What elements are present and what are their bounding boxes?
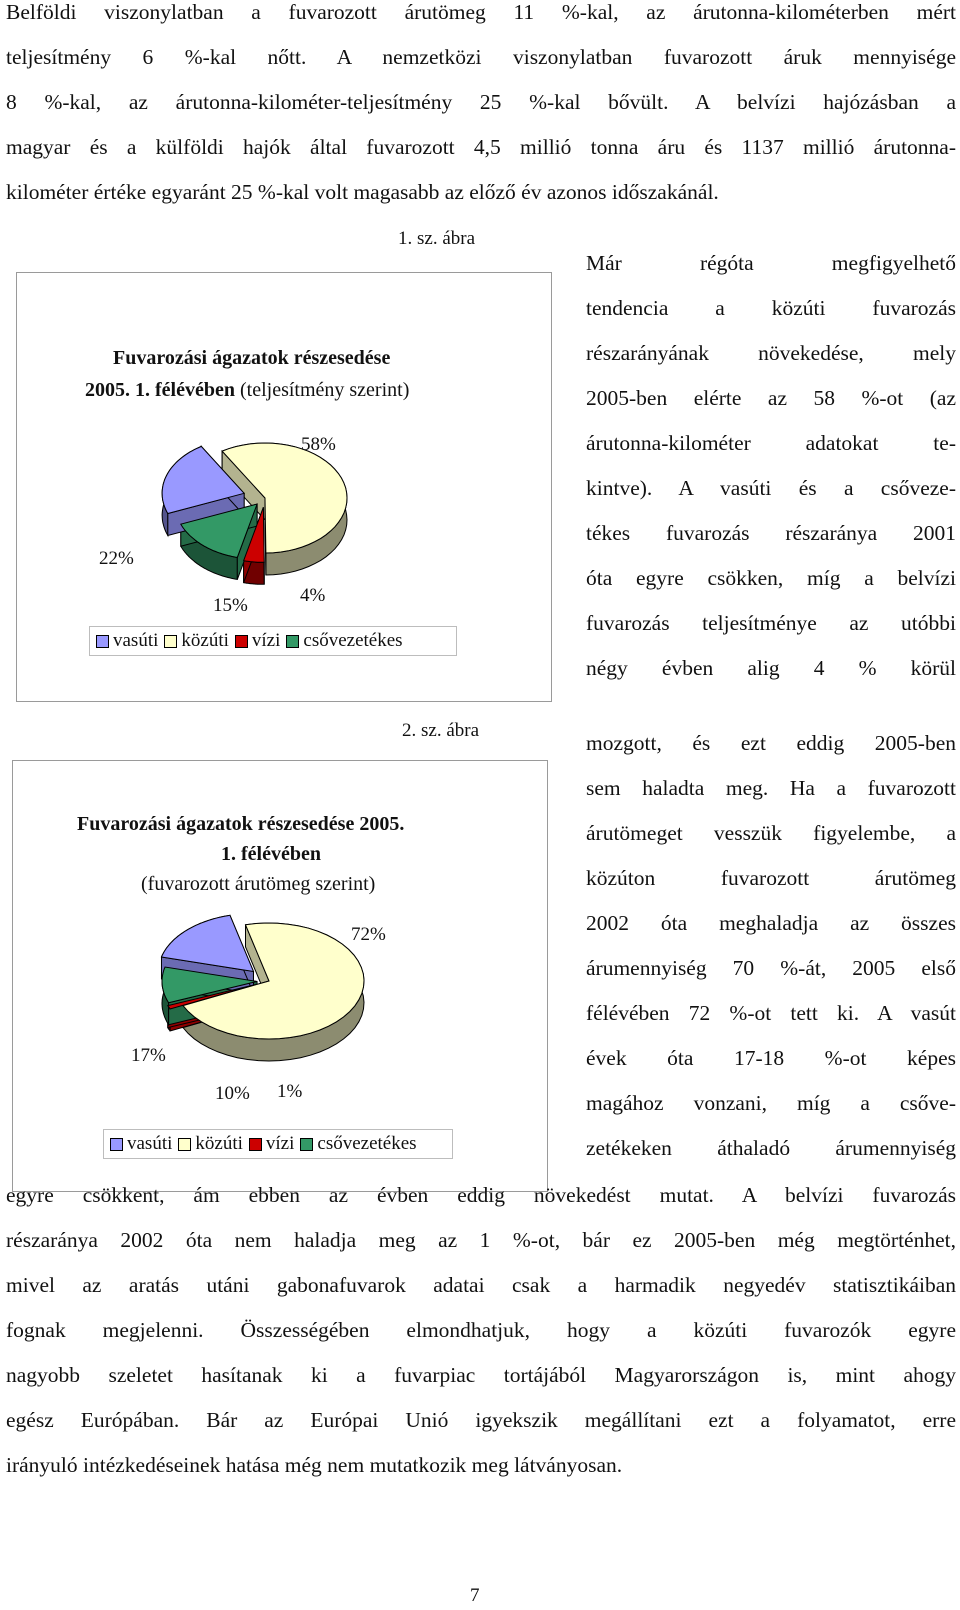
side-text-line: közúton fuvarozott árutömeg xyxy=(586,866,956,890)
chart-1 xyxy=(16,272,552,702)
text-line: irányuló intézkedéseinek hatása még nem mutatkozik meg látványosan. xyxy=(6,1453,623,1477)
side-text-line: részarányának növekedése, mely xyxy=(586,341,956,365)
pie-chart-2 xyxy=(13,761,547,1191)
data-label-water: 4% xyxy=(300,585,326,606)
figure-caption: 1. sz. ábra xyxy=(398,228,476,249)
legend-swatch-water xyxy=(235,635,248,648)
side-text-line: Már régóta megfigyelhető xyxy=(586,251,956,275)
data-label-road: 58% xyxy=(301,434,336,455)
legend-item-water: vízi xyxy=(235,630,281,652)
text-line: nagyobb szeletet hasítanak ki a fuvarpiac tortájából Magyarországon is, mint ahogy xyxy=(6,1363,956,1387)
side-text-line: árutömeget vesszük figyelembe, a xyxy=(586,821,956,845)
legend-swatch-road xyxy=(164,635,177,648)
side-text-line: tendencia a közúti fuvarozás xyxy=(586,296,956,320)
chart-title-line2: 1. félévében xyxy=(221,843,321,865)
legend-item-road: közúti xyxy=(164,630,229,652)
legend-item-road: közúti xyxy=(178,1133,243,1155)
data-label-water: 1% xyxy=(277,1081,303,1102)
text-line: fognak megjelenni. Összességében elmondhatjuk, hogy a közúti fuvarozók egyre xyxy=(6,1318,956,1342)
figure-caption: 2. sz. ábra xyxy=(402,720,480,741)
chart-2 xyxy=(12,760,548,1192)
text-line: mivel az aratás utáni gabonafuvarok adatai csak a harmadik negyedév statisztikáiban xyxy=(6,1273,956,1297)
legend-swatch-water xyxy=(249,1138,262,1151)
text-line: részaránya 2002 óta nem haladja meg az 1 %-ot, bár ez 2005-ben még megtörténhet, xyxy=(6,1228,956,1252)
side-text-line: magához vonzani, míg a csőve- xyxy=(586,1091,956,1115)
text-line: egész Európában. Bár az Európai Unió igyekszik megállítani ezt a folyamatot, erre xyxy=(6,1408,956,1432)
side-text-line: 2005-ben elérte az 58 %-ot (az xyxy=(586,386,956,410)
side-text-line: félévében 72 %-ot tett ki. A vasút xyxy=(586,1001,956,1025)
data-label-road: 72% xyxy=(351,924,386,945)
page-number: 7 xyxy=(470,1585,480,1606)
side-text-line: tékes fuvarozás részaránya 2001 xyxy=(586,521,956,545)
chart-title-line2: 2005. 1. félévében (teljesítmény szerint) xyxy=(85,379,410,401)
side-text-line: sem haladta meg. Ha a fuvarozott xyxy=(586,776,956,800)
text-line: teljesítmény 6 %-kal nőtt. A nemzetközi viszonylatban fuvarozott áruk mennyisége xyxy=(6,45,956,69)
side-text-line: fuvarozás teljesítménye az utóbbi xyxy=(586,611,956,635)
chart-legend xyxy=(89,626,457,656)
side-text-line: mozgott, és ezt eddig 2005-ben xyxy=(586,731,956,755)
legend-swatch-pipeline xyxy=(300,1138,313,1151)
legend-item-pipeline: csővezetékes xyxy=(300,1133,416,1155)
legend-swatch-road xyxy=(178,1138,191,1151)
side-text-line: négy évben alig 4 % körül xyxy=(586,656,956,680)
legend-swatch-rail xyxy=(110,1138,123,1151)
data-label-rail: 22% xyxy=(99,548,134,569)
text-line: Belföldi viszonylatban a fuvarozott árutömeg 11 %-kal, az árutonna-kilométerben mért xyxy=(6,0,956,24)
data-label-pipeline: 15% xyxy=(213,595,248,616)
text-line: 8 %-kal, az árutonna-kilométer-teljesítmény 25 %-kal bővült. A belvízi hajózásban a xyxy=(6,90,956,114)
side-text-line: árutonna-kilométer adatokat te- xyxy=(586,431,956,455)
legend-item-water: vízi xyxy=(249,1133,295,1155)
legend-item-rail: vasúti xyxy=(110,1133,172,1155)
legend-swatch-pipeline xyxy=(286,635,299,648)
side-text-line: zetékeken áthaladó árumennyiség xyxy=(586,1136,956,1160)
side-text-line: kintve). A vasúti és a csőveze- xyxy=(586,476,956,500)
legend-item-rail: vasúti xyxy=(96,630,158,652)
side-text-line: árumennyiség 70 %-át, 2005 első xyxy=(586,956,956,980)
text-line: kilométer értéke egyaránt 25 %-kal volt magasabb az előző év azonos időszakánál. xyxy=(6,180,719,204)
side-text-line: óta egyre csökken, míg a belvízi xyxy=(586,566,956,590)
text-line: magyar és a külföldi hajók által fuvarozott 4,5 millió tonna áru és 1137 millió árutonna- xyxy=(6,135,956,159)
text-line: egyre csökkent, ám ebben az évben eddig növekedést mutat. A belvízi fuvarozás xyxy=(6,1183,956,1207)
data-label-pipeline: 10% xyxy=(215,1083,250,1104)
legend-item-pipeline: csővezetékes xyxy=(286,630,402,652)
chart-subtitle: (fuvarozott árutömeg szerint) xyxy=(141,873,376,895)
legend-swatch-rail xyxy=(96,635,109,648)
data-label-rail: 17% xyxy=(131,1045,166,1066)
side-text-line: 2002 óta meghaladja az összes xyxy=(586,911,956,935)
side-text-line: évek óta 17-18 %-ot képes xyxy=(586,1046,956,1070)
chart-legend xyxy=(103,1129,453,1159)
chart-title: Fuvarozási ágazatok részesedése xyxy=(113,347,391,369)
chart-title: Fuvarozási ágazatok részesedése 2005. xyxy=(77,813,405,835)
